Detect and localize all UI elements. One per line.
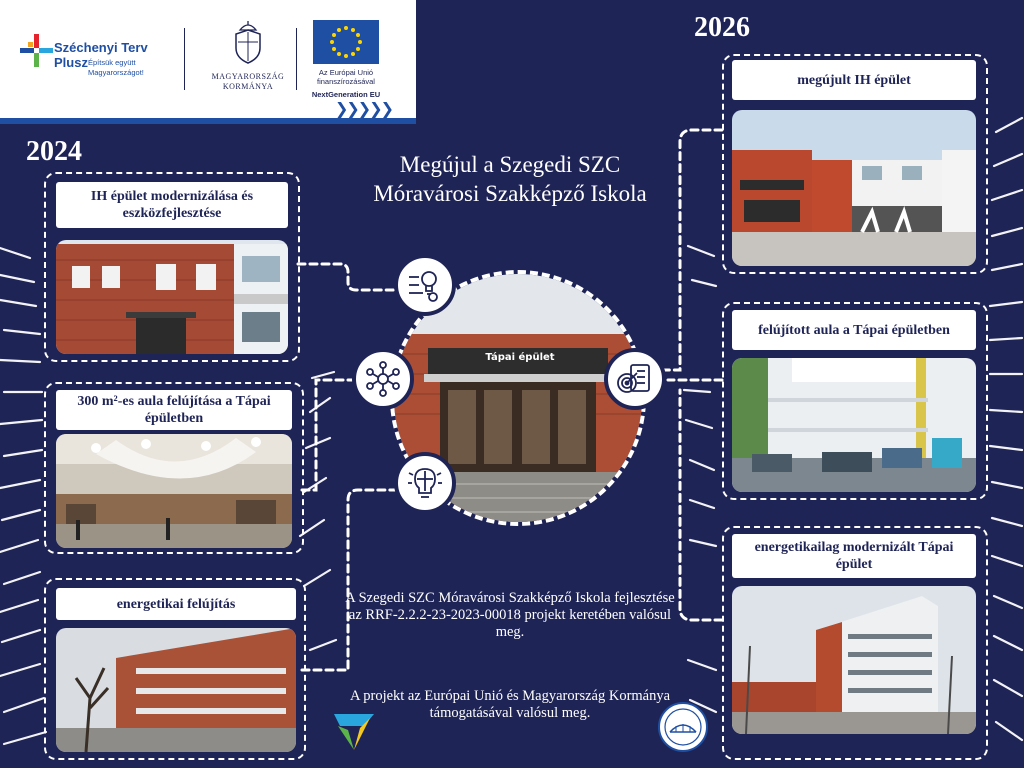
logo-divider [184,28,185,90]
school-seal-icon [658,702,708,752]
target-checklist-icon [604,348,666,410]
brain-puzzle-icon [394,452,456,514]
government-logo [196,20,300,92]
network-people-icon [352,348,414,410]
eu-nextgen-text: NextGeneration EU [311,90,381,99]
logo-bar-stripe [0,118,416,124]
government-name: MAGYARORSZÁG KORMÁNYA [211,72,285,91]
center-photo-sign: Tápai épület [485,352,555,363]
szechenyi-cross-icon [20,34,54,68]
caption-aula-renovation: 300 m²-es aula felújítása a Tápai épületben [56,390,292,430]
year-2026: 2026 [694,12,750,43]
caption-renewed-aula: felújított aula a Tápai épületben [732,310,976,350]
caption-renewed-ih: megújult IH épület [732,60,976,100]
szc-logo-icon [330,706,378,754]
funding-info: A projekt az Európai Unió és Magyarország Kormánya támogatásával valósul meg. [349,688,671,721]
photo-aula-old [56,434,292,548]
page-title: Megújul a Szegedi SZC Móravárosi Szakképző Iskola [373,152,647,206]
szechenyi-name: Széchenyi Terv Plusz [54,40,148,70]
szechenyi-logo [20,30,180,90]
photo-ih-building-new [732,110,976,266]
caption-energy-renovation: energetikai felújítás [56,588,296,620]
eu-logo [300,20,392,99]
photo-ih-building-old [56,240,288,354]
logo-bar [0,0,416,124]
photo-tapai-building-old [56,628,296,752]
year-2024: 2024 [26,136,82,167]
szechenyi-slogan: Építsük együtt Magyarországot! [88,58,144,77]
lightbulb-gear-icon [394,254,456,316]
project-info: A Szegedi SZC Móravárosi Szakképző Iskola fejlesztése az RRF-2.2.2-23-2023-00018 projekt keretében valósul meg. [345,590,675,640]
eu-flag-icon [313,20,379,64]
caption-energy-modernized: energetikailag modernizált Tápai épület [732,534,976,578]
eu-funding-text: Az Európai Unió finanszírozásával [317,68,375,86]
coat-of-arms-icon [233,20,263,64]
photo-aula-new [732,358,976,492]
caption-ih-modernization: IH épület modernizálása és eszközfejlesztése [56,182,288,228]
photo-tapai-building-new [732,586,976,734]
chevrons-icon: ❯❯❯❯❯ [334,99,392,118]
logo-divider-2 [296,28,297,90]
